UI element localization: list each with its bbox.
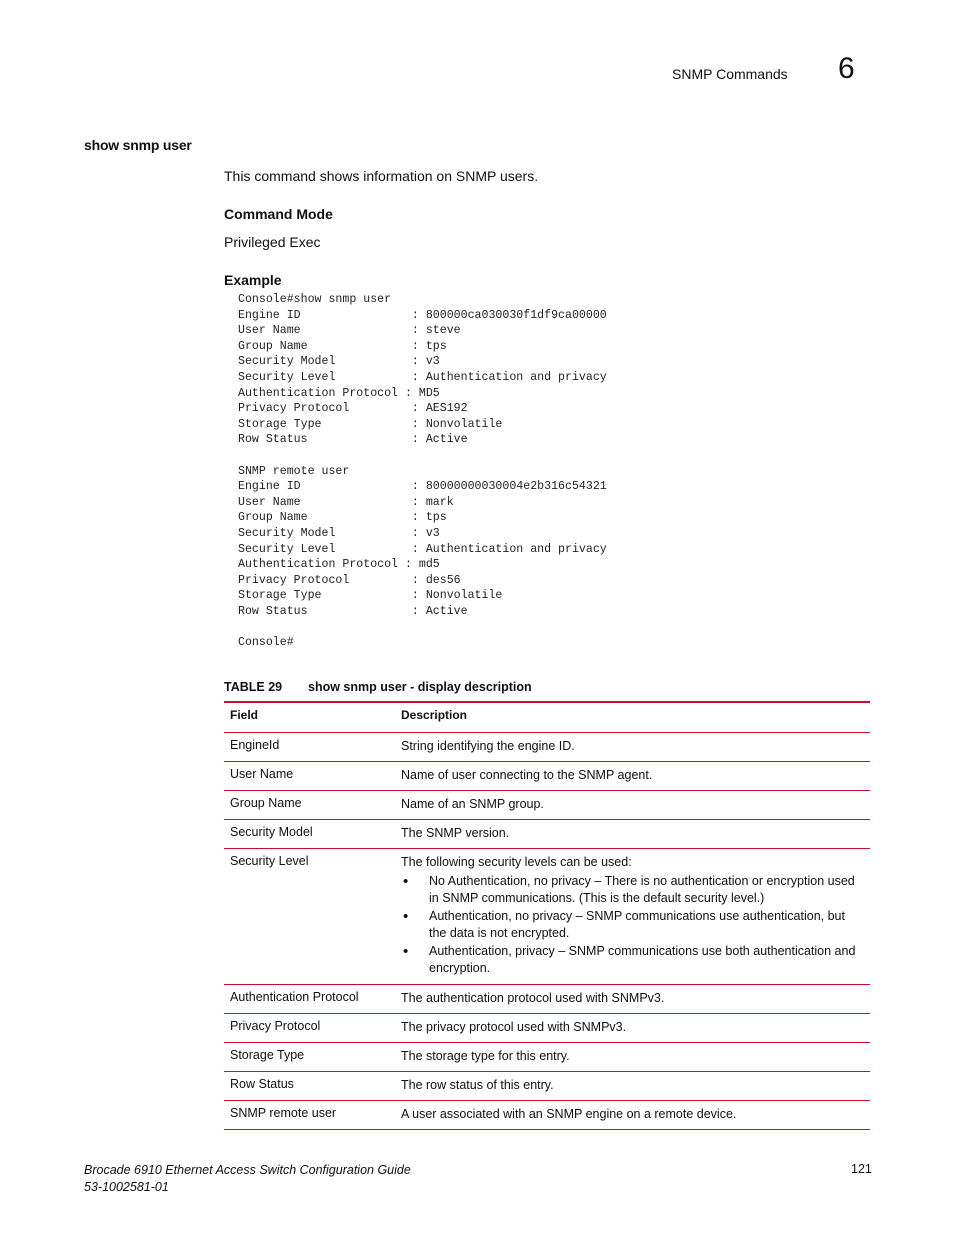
table-row bbox=[224, 985, 870, 1014]
footer-title: Brocade 6910 Ethernet Access Switch Configuration Guide bbox=[84, 1163, 411, 1177]
table-row bbox=[224, 849, 870, 985]
command-mode-heading: Command Mode bbox=[224, 206, 333, 222]
example-code-block: Console#show snmp user Engine ID : 800000ca030030f1df9ca00000 User Name : steve Group Name : tps Security Model : v3 Security Level : Authentication and privacy Authentication Protocol : MD5 Privacy Protocol : AES192 Storage Type : Nonvolatile Row Status : Active SNMP remote user Engine ID : 80000000030004e2b316c54321 User Name : mark Group Name : tps Security Model : v3 Security Level : Authentication and privacy Authentication Protocol : md5 Privacy Protocol : des56 Storage Type : Nonvolatile Row Status : Active Console# bbox=[238, 293, 607, 650]
bullet-icon: • bbox=[403, 908, 409, 925]
footer-doc-number: 53-1002581-01 bbox=[84, 1180, 169, 1194]
description-cell bbox=[395, 762, 870, 790]
description-text: Name of an SNMP group. bbox=[401, 797, 544, 811]
description-text: The row status of this entry. bbox=[401, 1078, 554, 1092]
description-text: A user associated with an SNMP engine on a remote device. bbox=[401, 1107, 737, 1121]
bullet-list bbox=[401, 873, 864, 977]
description-cell bbox=[395, 791, 870, 819]
bullet-icon: • bbox=[403, 943, 409, 960]
field-cell: Storage Type bbox=[230, 1048, 305, 1062]
field-cell: Privacy Protocol bbox=[230, 1019, 321, 1033]
field-cell: Group Name bbox=[230, 796, 302, 810]
table-row bbox=[224, 1043, 870, 1072]
description-text: The privacy protocol used with SNMPv3. bbox=[401, 1020, 627, 1034]
field-cell: SNMP remote user bbox=[230, 1106, 337, 1120]
description-cell bbox=[395, 985, 870, 1013]
table-row bbox=[224, 820, 870, 849]
description-text: The SNMP version. bbox=[401, 826, 510, 840]
table-header-row bbox=[224, 701, 870, 733]
description-cell bbox=[395, 1014, 870, 1042]
footer-doc-info bbox=[84, 1162, 411, 1196]
description-text: Name of user connecting to the SNMP agent. bbox=[401, 768, 653, 782]
page-number: 121 bbox=[851, 1162, 872, 1176]
description-text: The authentication protocol used with SNMPv3. bbox=[401, 991, 665, 1005]
description-text: The following security levels can be used: bbox=[401, 855, 632, 869]
field-cell: Security Level bbox=[230, 854, 309, 868]
header-field: Field bbox=[230, 708, 259, 722]
example-heading: Example bbox=[224, 272, 282, 288]
description-cell bbox=[395, 1072, 870, 1100]
table-row bbox=[224, 791, 870, 820]
bullet-item bbox=[401, 943, 864, 977]
field-cell: Security Model bbox=[230, 825, 313, 839]
table-row bbox=[224, 733, 870, 762]
field-cell: User Name bbox=[230, 767, 294, 781]
description-text: The storage type for this entry. bbox=[401, 1049, 570, 1063]
bullet-item bbox=[401, 908, 864, 942]
description-text: String identifying the engine ID. bbox=[401, 739, 575, 753]
table-row bbox=[224, 1014, 870, 1043]
header-description: Description bbox=[401, 708, 468, 722]
bullet-text: No Authentication, no privacy – There is no authentication or encryption used in SNMP communications. (This is the default security level.) bbox=[429, 874, 855, 905]
section-title: show snmp user bbox=[84, 137, 192, 153]
table-row bbox=[224, 1101, 870, 1130]
description-cell bbox=[395, 849, 870, 984]
table-row bbox=[224, 762, 870, 791]
chapter-number: 6 bbox=[838, 52, 855, 85]
bullet-icon: • bbox=[403, 873, 409, 890]
description-table bbox=[224, 701, 870, 1130]
chapter-name: SNMP Commands bbox=[672, 66, 788, 82]
field-cell: EngineId bbox=[230, 738, 280, 752]
bullet-text: Authentication, no privacy – SNMP communications use authentication, but the data is not encrypted. bbox=[429, 909, 845, 940]
table-caption-text: show snmp user - display description bbox=[308, 680, 532, 694]
field-cell: Authentication Protocol bbox=[230, 990, 359, 1004]
description-cell bbox=[395, 820, 870, 848]
table-label: TABLE 29 bbox=[224, 680, 283, 694]
description-cell bbox=[395, 733, 870, 761]
description-cell bbox=[395, 1043, 870, 1071]
bullet-text: Authentication, privacy – SNMP communications use both authentication and encryption. bbox=[429, 944, 856, 975]
table-row bbox=[224, 1072, 870, 1101]
description-cell bbox=[395, 1101, 870, 1129]
intro-text: This command shows information on SNMP users. bbox=[224, 168, 539, 184]
table-caption bbox=[224, 680, 532, 694]
bullet-item bbox=[401, 873, 864, 907]
command-mode-value: Privileged Exec bbox=[224, 234, 321, 250]
field-cell: Row Status bbox=[230, 1077, 294, 1091]
